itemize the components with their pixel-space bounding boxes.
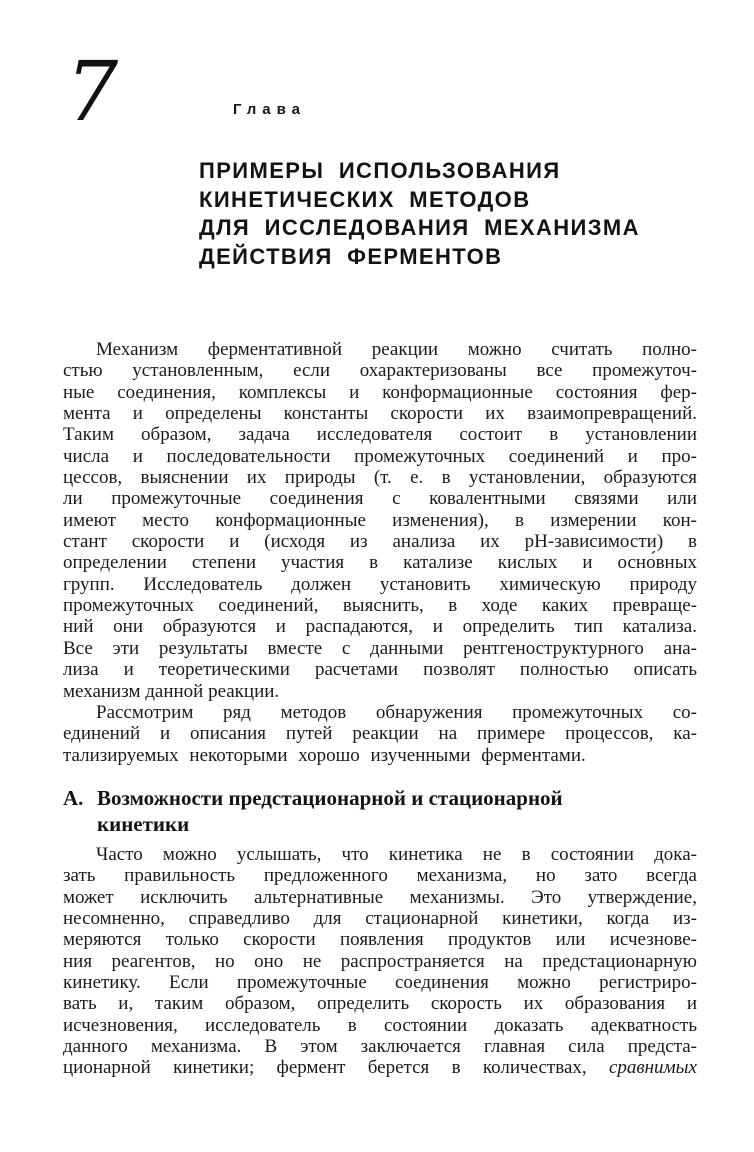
text-line: единений и описания путей реакции на примере процессов, ка- xyxy=(63,723,697,745)
text-line: групп. Исследователь должен установить химическую природу xyxy=(63,573,697,595)
text-line: ния реагентов, но оно не распространяется на предстационарную xyxy=(63,950,697,972)
text-line: может исключить альтернативные механизмы. Это утверждение, xyxy=(63,886,697,908)
title-line: ДЕЙСТВИЯ ФЕРМЕНТОВ xyxy=(199,243,503,269)
text-line: вать и, таким образом, определить скорость их образования и xyxy=(63,993,697,1015)
text-line: Часто можно услышать, что кинетика не в состоянии дока- xyxy=(96,843,697,865)
text-line: цессов, выяснении их природы (т. е. в установлении, образуются xyxy=(63,467,697,489)
section-heading-line: кинетики xyxy=(97,811,190,836)
text-line: имеют место конформационные изменения), в измерении кон- xyxy=(63,509,697,531)
chapter-label: Глава xyxy=(233,101,306,118)
text-line: определении степени участия в катализе кислых и осно́вных xyxy=(63,552,697,574)
text-line: Рассмотрим ряд методов обнаружения промежуточных со- xyxy=(96,701,697,723)
title-line: ДЛЯ ИССЛЕДОВАНИЯ МЕХАНИЗМА xyxy=(199,215,640,240)
title-line: ПРИМЕРЫ ИСПОЛЬЗОВАНИЯ xyxy=(199,158,561,183)
text-line: зать правильность предложенного механизма, но зато всегда xyxy=(63,865,697,887)
text-line xyxy=(63,1057,697,1078)
text-line: Все эти результаты вместе с данными рентгеноструктурного ана- xyxy=(63,637,697,659)
text-line: несомненно, справедливо для стационарной кинетики, когда из- xyxy=(63,907,697,929)
text-line: данного механизма. В этом заключается главная сила предста- xyxy=(63,1035,697,1057)
text-line: промежуточных соединений, выяснить, в ходе каких превраще- xyxy=(63,595,697,617)
text-line: Таким образом, задача исследователя состоит в установлении xyxy=(63,424,697,446)
text-line: ний они образуются и распадаются, и определить тип катализа. xyxy=(63,616,697,638)
text-line: стью установленным, если охарактеризованы все промежуточ- xyxy=(63,360,697,382)
text-run-italic: сравнимых xyxy=(608,1057,697,1079)
third-paragraph xyxy=(63,844,697,1079)
text-line: ли промежуточные соединения с ковалентными связями или xyxy=(63,488,697,510)
title-line: КИНЕТИЧЕСКИХ МЕТОДОВ xyxy=(199,186,531,212)
section-heading-line xyxy=(63,785,697,811)
chapter-title xyxy=(199,157,699,271)
text-line: Механизм ферментативной реакции можно считать полно- xyxy=(96,339,697,360)
text-line: мента и определены константы скорости их взаимопревращений. xyxy=(63,403,697,425)
text-line: числа и последовательности промежуточных соединений и про- xyxy=(63,445,697,467)
text-line: ные соединения, комплексы и конформационные состояния фер- xyxy=(63,381,697,403)
section-heading-text: Возможности предстационарной и стационарной xyxy=(97,785,563,810)
text-run: ционарной кинетики; фермент берется в количествах, xyxy=(63,1057,587,1079)
text-line: лиза и теоретическими расчетами позволят полностью описать xyxy=(63,659,697,681)
intro-paragraph xyxy=(63,339,697,702)
text-line: тализируемых некоторыми хорошо изученными ферментами. xyxy=(63,744,586,766)
text-line: кинетику. Если промежуточные соединения можно регистриро- xyxy=(63,971,697,993)
second-paragraph xyxy=(63,702,697,766)
section-marker: А. xyxy=(63,785,84,810)
section-heading xyxy=(63,785,697,837)
chapter-number: 7 xyxy=(66,45,119,140)
text-line: исчезновения, исследователь в состоянии доказать адекватность xyxy=(63,1014,697,1036)
text-line: стант скорости и (исходя из анализа их рН-зависимости) в xyxy=(63,531,697,553)
text-line: механизм данной реакции. xyxy=(63,680,280,702)
text-line: меряются только скорости появления продуктов или исчезнове- xyxy=(63,929,697,951)
text-column xyxy=(63,339,697,1079)
